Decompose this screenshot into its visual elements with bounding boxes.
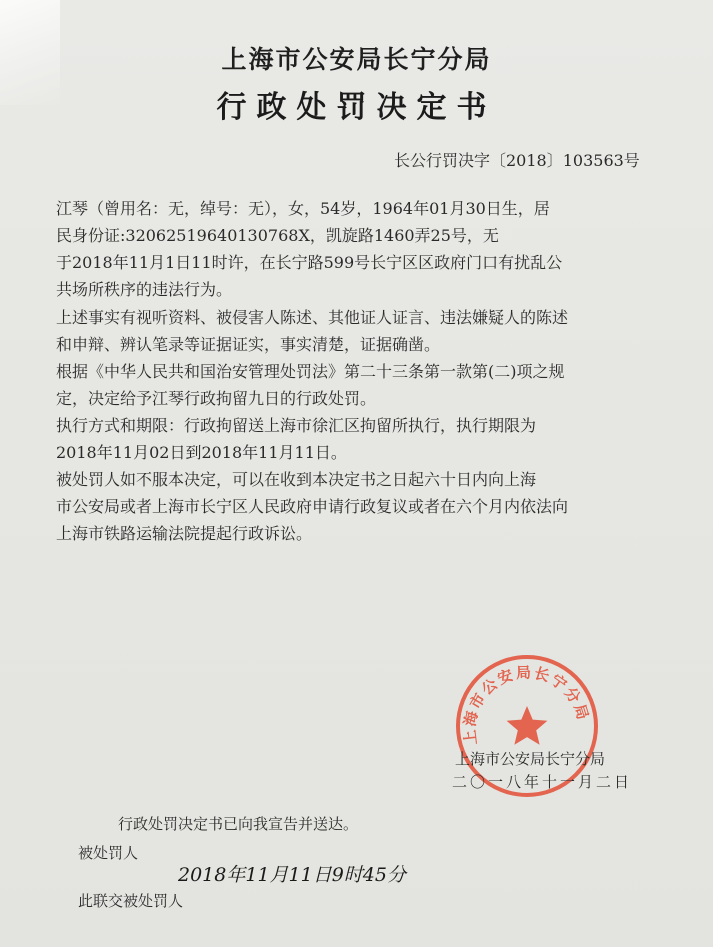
issue-date: 二〇一八年十一月二日	[452, 773, 633, 791]
body-line: 市公安局或者上海市长宁区人民政府申请行政复议或者在六个月内依法向	[56, 497, 569, 516]
handwritten-date-text: 2018年11月11日9时45分	[178, 864, 406, 886]
seal-star	[507, 706, 548, 745]
issuing-organization: 上海市公安局长宁分局	[455, 750, 606, 768]
body-line: 2018年11月02日到2018年11月11日。	[56, 443, 347, 462]
copy-note: 此联交被处罚人	[78, 892, 184, 910]
body-line: 共场所秩序的违法行为。	[56, 280, 233, 299]
agency-heading: 上海市公安局长宁分局	[221, 45, 492, 74]
handwritten-receipt-date	[178, 855, 458, 895]
body-line: 和申辩、辨认笔录等证据证实，事实清楚，证据确凿。	[56, 335, 441, 354]
body-line: 被处罚人如不服本决定，可以在收到本决定书之日起六十日内向上海	[56, 470, 537, 489]
document-title: 行政处罚决定书	[216, 90, 497, 125]
body-line: 民身份证:32062519640130768X，凯旋路1460弄25号，无	[56, 226, 499, 245]
recipient-label: 被处罚人	[78, 844, 139, 862]
body-line: 于2018年11月1日11时许，在长宁路599号长宁区区政府门口有扰乱公	[56, 253, 563, 272]
body-line: 定，决定给予江琴行政拘留九日的行政处罚。	[56, 389, 377, 408]
body-line: 上述事实有视听资料、被侵害人陈述、其他证人证言、违法嫌疑人的陈述	[56, 308, 569, 327]
served-statement: 行政处罚决定书已向我宣告并送达。	[118, 815, 359, 833]
body-line: 江琴（曾用名：无，绰号：无），女，54岁，1964年01月30日生，居	[56, 199, 550, 218]
seal-text: 上海市公安局长宁分局	[460, 663, 593, 746]
document-number: 长公行罚决字〔2018〕103563号	[394, 151, 640, 170]
body-line: 根据《中华人民共和国治安管理处罚法》第二十三条第一款第(二)项之规	[56, 362, 565, 381]
body-line: 上海市铁路运输法院提起行政诉讼。	[56, 524, 313, 543]
body-line: 执行方式和期限：行政拘留送上海市徐汇区拘留所执行，执行期限为	[56, 416, 537, 435]
